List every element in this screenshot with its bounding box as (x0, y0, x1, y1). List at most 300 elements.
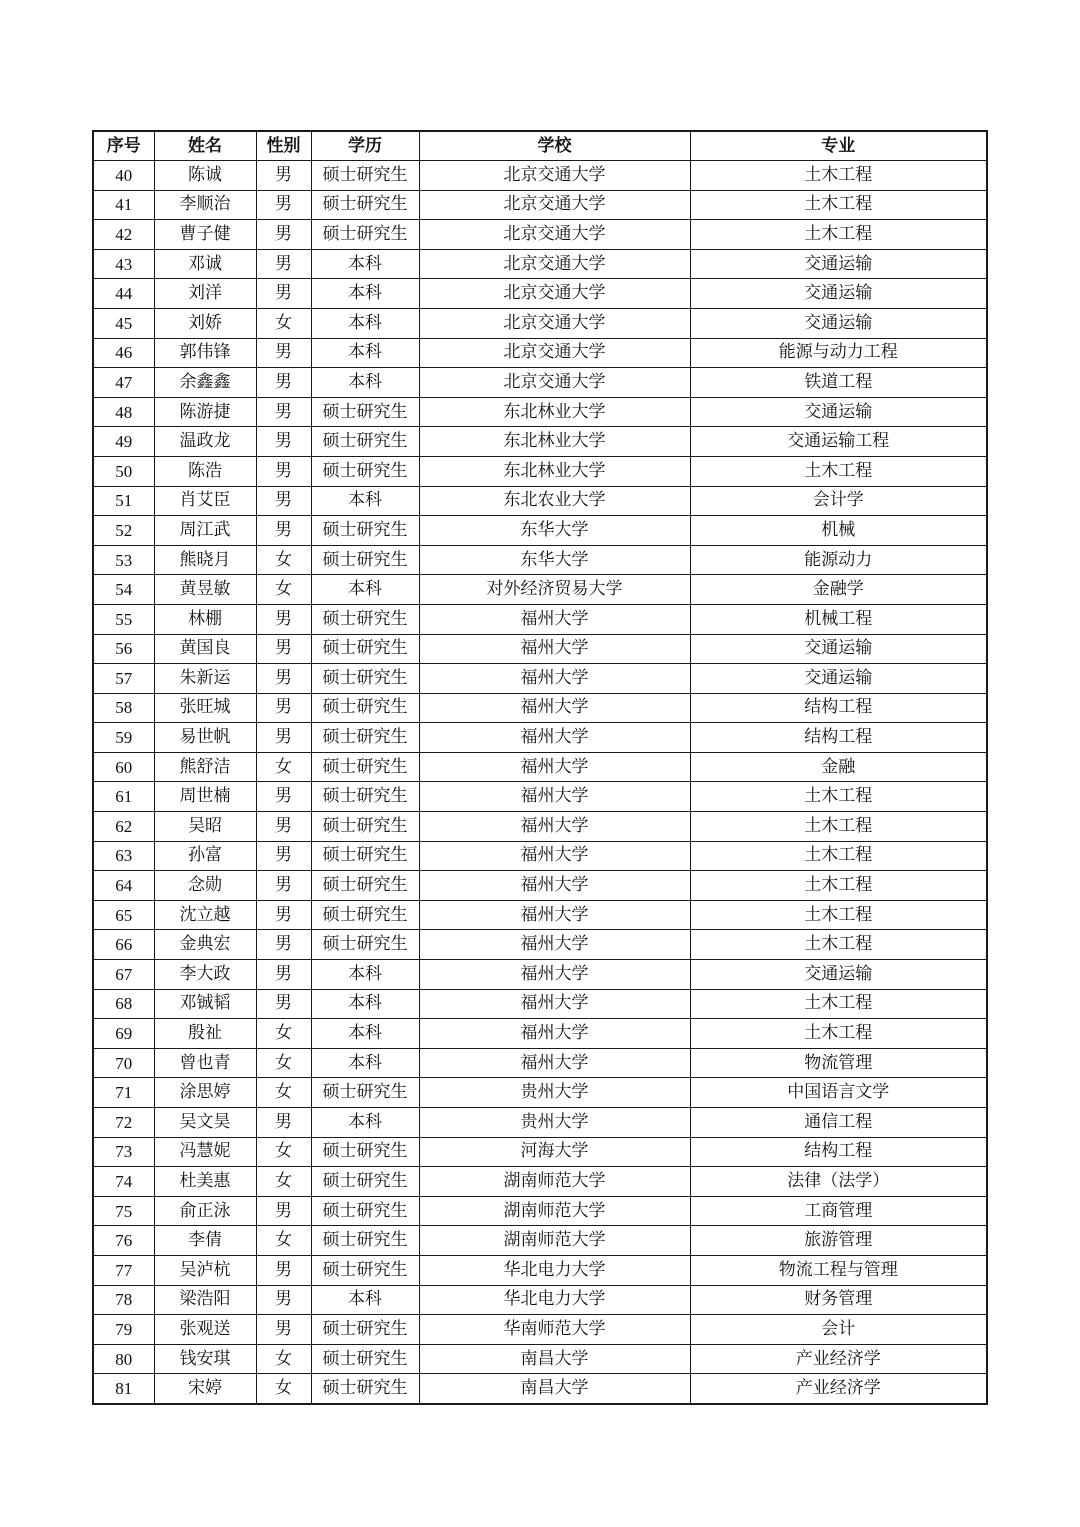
table-row (93, 161, 987, 191)
cell-no: 45 (93, 308, 154, 338)
cell-name: 金典宏 (154, 930, 256, 960)
cell-no: 72 (93, 1108, 154, 1138)
table-row (93, 308, 987, 338)
cell-school: 湖南师范大学 (419, 1226, 690, 1256)
cell-gender: 男 (256, 1108, 311, 1138)
cell-major: 土木工程 (690, 812, 987, 842)
table-row (93, 960, 987, 990)
cell-school: 湖南师范大学 (419, 1196, 690, 1226)
cell-name: 周江武 (154, 516, 256, 546)
header-name: 姓名 (154, 131, 256, 161)
cell-education: 硕士研究生 (311, 1374, 419, 1404)
cell-major: 交通运输 (690, 664, 987, 694)
cell-no: 60 (93, 752, 154, 782)
cell-education: 硕士研究生 (311, 723, 419, 753)
cell-school: 东北农业大学 (419, 486, 690, 516)
cell-name: 林棚 (154, 604, 256, 634)
cell-no: 76 (93, 1226, 154, 1256)
cell-school: 福州大学 (419, 930, 690, 960)
cell-no: 41 (93, 190, 154, 220)
cell-education: 硕士研究生 (311, 930, 419, 960)
cell-education: 本科 (311, 279, 419, 309)
cell-major: 结构工程 (690, 723, 987, 753)
table-row (93, 516, 987, 546)
table-row (93, 1167, 987, 1197)
cell-name: 邓铖韬 (154, 989, 256, 1019)
cell-major: 机械 (690, 516, 987, 546)
cell-name: 熊晓月 (154, 545, 256, 575)
cell-gender: 女 (256, 1137, 311, 1167)
cell-major: 交通运输 (690, 397, 987, 427)
cell-no: 75 (93, 1196, 154, 1226)
cell-major: 土木工程 (690, 1019, 987, 1049)
cell-gender: 男 (256, 1196, 311, 1226)
cell-major: 通信工程 (690, 1108, 987, 1138)
cell-school: 东北林业大学 (419, 397, 690, 427)
cell-education: 本科 (311, 1019, 419, 1049)
cell-gender: 男 (256, 161, 311, 191)
cell-name: 冯慧妮 (154, 1137, 256, 1167)
table-row (93, 190, 987, 220)
cell-school: 福州大学 (419, 782, 690, 812)
cell-no: 73 (93, 1137, 154, 1167)
cell-gender: 男 (256, 338, 311, 368)
cell-school: 东北林业大学 (419, 427, 690, 457)
table-row (93, 427, 987, 457)
cell-gender: 男 (256, 427, 311, 457)
cell-gender: 女 (256, 545, 311, 575)
table-row (93, 1196, 987, 1226)
cell-gender: 男 (256, 960, 311, 990)
table-row (93, 604, 987, 634)
cell-name: 温政龙 (154, 427, 256, 457)
table-row (93, 1048, 987, 1078)
cell-gender: 男 (256, 368, 311, 398)
cell-education: 硕士研究生 (311, 604, 419, 634)
cell-no: 81 (93, 1374, 154, 1404)
cell-major: 能源动力 (690, 545, 987, 575)
cell-name: 念勋 (154, 871, 256, 901)
cell-major: 交通运输 (690, 279, 987, 309)
table-row (93, 841, 987, 871)
cell-major: 交通运输 (690, 634, 987, 664)
table-row (93, 752, 987, 782)
cell-no: 40 (93, 161, 154, 191)
table-row (93, 1374, 987, 1404)
cell-no: 52 (93, 516, 154, 546)
cell-name: 俞正泳 (154, 1196, 256, 1226)
cell-name: 钱安琪 (154, 1344, 256, 1374)
table-row (93, 930, 987, 960)
cell-major: 土木工程 (690, 989, 987, 1019)
cell-name: 邓诚 (154, 249, 256, 279)
cell-school: 对外经济贸易大学 (419, 575, 690, 605)
cell-gender: 男 (256, 634, 311, 664)
cell-name: 肖艾臣 (154, 486, 256, 516)
cell-gender: 男 (256, 871, 311, 901)
cell-gender: 男 (256, 693, 311, 723)
cell-education: 本科 (311, 989, 419, 1019)
cell-school: 福州大学 (419, 634, 690, 664)
cell-no: 42 (93, 220, 154, 250)
cell-school: 贵州大学 (419, 1078, 690, 1108)
cell-school: 福州大学 (419, 693, 690, 723)
table-row (93, 693, 987, 723)
cell-no: 58 (93, 693, 154, 723)
cell-education: 硕士研究生 (311, 841, 419, 871)
table-row (93, 1078, 987, 1108)
cell-education: 本科 (311, 575, 419, 605)
cell-gender: 男 (256, 841, 311, 871)
table-row (93, 575, 987, 605)
cell-name: 李倩 (154, 1226, 256, 1256)
cell-education: 本科 (311, 1108, 419, 1138)
cell-gender: 男 (256, 1315, 311, 1345)
cell-no: 43 (93, 249, 154, 279)
cell-education: 硕士研究生 (311, 693, 419, 723)
cell-major: 物流工程与管理 (690, 1255, 987, 1285)
cell-name: 曹子健 (154, 220, 256, 250)
cell-school: 河海大学 (419, 1137, 690, 1167)
cell-major: 交通运输 (690, 308, 987, 338)
cell-name: 刘娇 (154, 308, 256, 338)
cell-education: 本科 (311, 960, 419, 990)
cell-school: 北京交通大学 (419, 279, 690, 309)
cell-name: 李大政 (154, 960, 256, 990)
cell-education: 硕士研究生 (311, 161, 419, 191)
cell-gender: 女 (256, 1048, 311, 1078)
cell-school: 福州大学 (419, 900, 690, 930)
cell-school: 北京交通大学 (419, 161, 690, 191)
cell-education: 硕士研究生 (311, 456, 419, 486)
cell-name: 郭伟锋 (154, 338, 256, 368)
cell-major: 法律（法学） (690, 1167, 987, 1197)
cell-school: 东华大学 (419, 516, 690, 546)
cell-no: 49 (93, 427, 154, 457)
cell-no: 64 (93, 871, 154, 901)
cell-major: 交通运输 (690, 249, 987, 279)
header-row (93, 131, 987, 161)
cell-name: 朱新运 (154, 664, 256, 694)
cell-education: 硕士研究生 (311, 1255, 419, 1285)
cell-no: 71 (93, 1078, 154, 1108)
cell-major: 财务管理 (690, 1285, 987, 1315)
header-school: 学校 (419, 131, 690, 161)
cell-gender: 男 (256, 782, 311, 812)
cell-no: 62 (93, 812, 154, 842)
roster-table (92, 130, 988, 1405)
cell-name: 张旺城 (154, 693, 256, 723)
cell-name: 李顺治 (154, 190, 256, 220)
cell-school: 福州大学 (419, 723, 690, 753)
cell-name: 吴昭 (154, 812, 256, 842)
table-row (93, 989, 987, 1019)
document-sheet (92, 130, 986, 1405)
cell-school: 北京交通大学 (419, 338, 690, 368)
table-row (93, 1344, 987, 1374)
cell-major: 铁道工程 (690, 368, 987, 398)
cell-name: 殷祉 (154, 1019, 256, 1049)
cell-major: 交通运输 (690, 960, 987, 990)
table-row (93, 338, 987, 368)
cell-name: 宋婷 (154, 1374, 256, 1404)
table-row (93, 279, 987, 309)
table-row (93, 1255, 987, 1285)
table-row (93, 871, 987, 901)
cell-education: 本科 (311, 486, 419, 516)
cell-major: 物流管理 (690, 1048, 987, 1078)
cell-name: 曾也青 (154, 1048, 256, 1078)
cell-school: 华南师范大学 (419, 1315, 690, 1345)
table-row (93, 368, 987, 398)
cell-no: 67 (93, 960, 154, 990)
cell-gender: 女 (256, 752, 311, 782)
cell-no: 80 (93, 1344, 154, 1374)
cell-school: 贵州大学 (419, 1108, 690, 1138)
cell-education: 硕士研究生 (311, 545, 419, 575)
cell-name: 黄昱敏 (154, 575, 256, 605)
cell-no: 55 (93, 604, 154, 634)
cell-school: 福州大学 (419, 871, 690, 901)
header-no: 序号 (93, 131, 154, 161)
table-row (93, 249, 987, 279)
cell-gender: 男 (256, 989, 311, 1019)
table-row (93, 723, 987, 753)
cell-no: 50 (93, 456, 154, 486)
cell-gender: 女 (256, 1374, 311, 1404)
cell-no: 51 (93, 486, 154, 516)
cell-education: 硕士研究生 (311, 397, 419, 427)
cell-education: 本科 (311, 368, 419, 398)
header-gender: 性别 (256, 131, 311, 161)
cell-major: 产业经济学 (690, 1374, 987, 1404)
cell-education: 硕士研究生 (311, 1226, 419, 1256)
cell-name: 陈游捷 (154, 397, 256, 427)
cell-gender: 男 (256, 516, 311, 546)
cell-school: 福州大学 (419, 960, 690, 990)
table-row (93, 782, 987, 812)
cell-no: 61 (93, 782, 154, 812)
cell-major: 结构工程 (690, 1137, 987, 1167)
cell-gender: 男 (256, 900, 311, 930)
table-row (93, 456, 987, 486)
cell-no: 57 (93, 664, 154, 694)
table-row (93, 634, 987, 664)
cell-school: 北京交通大学 (419, 368, 690, 398)
cell-name: 吴泸杭 (154, 1255, 256, 1285)
cell-gender: 男 (256, 456, 311, 486)
cell-major: 产业经济学 (690, 1344, 987, 1374)
cell-school: 福州大学 (419, 812, 690, 842)
cell-school: 北京交通大学 (419, 249, 690, 279)
cell-gender: 男 (256, 486, 311, 516)
cell-major: 工商管理 (690, 1196, 987, 1226)
cell-no: 46 (93, 338, 154, 368)
cell-major: 能源与动力工程 (690, 338, 987, 368)
cell-education: 硕士研究生 (311, 812, 419, 842)
cell-gender: 男 (256, 723, 311, 753)
cell-gender: 男 (256, 664, 311, 694)
cell-school: 北京交通大学 (419, 220, 690, 250)
cell-education: 硕士研究生 (311, 1078, 419, 1108)
cell-school: 南昌大学 (419, 1374, 690, 1404)
cell-name: 吴文昊 (154, 1108, 256, 1138)
cell-major: 土木工程 (690, 161, 987, 191)
cell-name: 黄国良 (154, 634, 256, 664)
cell-major: 金融 (690, 752, 987, 782)
cell-name: 梁浩阳 (154, 1285, 256, 1315)
cell-education: 硕士研究生 (311, 752, 419, 782)
cell-no: 54 (93, 575, 154, 605)
cell-no: 69 (93, 1019, 154, 1049)
cell-school: 北京交通大学 (419, 190, 690, 220)
table-row (93, 1108, 987, 1138)
cell-gender: 女 (256, 1078, 311, 1108)
cell-major: 土木工程 (690, 782, 987, 812)
cell-school: 福州大学 (419, 752, 690, 782)
table-row (93, 1315, 987, 1345)
cell-major: 土木工程 (690, 456, 987, 486)
cell-gender: 女 (256, 1344, 311, 1374)
cell-name: 涂思婷 (154, 1078, 256, 1108)
cell-gender: 男 (256, 190, 311, 220)
cell-no: 63 (93, 841, 154, 871)
cell-gender: 女 (256, 1019, 311, 1049)
cell-name: 陈诚 (154, 161, 256, 191)
cell-education: 硕士研究生 (311, 871, 419, 901)
cell-education: 本科 (311, 249, 419, 279)
table-row (93, 397, 987, 427)
cell-school: 福州大学 (419, 989, 690, 1019)
cell-no: 53 (93, 545, 154, 575)
cell-no: 66 (93, 930, 154, 960)
cell-school: 福州大学 (419, 1019, 690, 1049)
cell-school: 东华大学 (419, 545, 690, 575)
cell-major: 交通运输工程 (690, 427, 987, 457)
cell-gender: 女 (256, 575, 311, 605)
cell-name: 刘洋 (154, 279, 256, 309)
cell-school: 南昌大学 (419, 1344, 690, 1374)
header-education: 学历 (311, 131, 419, 161)
cell-gender: 女 (256, 1167, 311, 1197)
cell-gender: 男 (256, 1255, 311, 1285)
cell-major: 机械工程 (690, 604, 987, 634)
cell-education: 硕士研究生 (311, 634, 419, 664)
cell-education: 硕士研究生 (311, 1315, 419, 1345)
cell-gender: 男 (256, 1285, 311, 1315)
cell-no: 68 (93, 989, 154, 1019)
cell-major: 旅游管理 (690, 1226, 987, 1256)
cell-no: 59 (93, 723, 154, 753)
cell-education: 硕士研究生 (311, 1137, 419, 1167)
cell-major: 土木工程 (690, 900, 987, 930)
cell-name: 熊舒洁 (154, 752, 256, 782)
cell-education: 硕士研究生 (311, 664, 419, 694)
cell-gender: 女 (256, 1226, 311, 1256)
cell-education: 硕士研究生 (311, 900, 419, 930)
table-row (93, 220, 987, 250)
cell-education: 硕士研究生 (311, 1344, 419, 1374)
cell-major: 结构工程 (690, 693, 987, 723)
cell-school: 华北电力大学 (419, 1255, 690, 1285)
cell-major: 土木工程 (690, 190, 987, 220)
cell-school: 华北电力大学 (419, 1285, 690, 1315)
cell-education: 本科 (311, 1285, 419, 1315)
table-row (93, 900, 987, 930)
cell-education: 硕士研究生 (311, 220, 419, 250)
cell-education: 本科 (311, 338, 419, 368)
cell-school: 北京交通大学 (419, 308, 690, 338)
cell-no: 78 (93, 1285, 154, 1315)
cell-major: 土木工程 (690, 220, 987, 250)
cell-no: 56 (93, 634, 154, 664)
cell-school: 湖南师范大学 (419, 1167, 690, 1197)
cell-no: 65 (93, 900, 154, 930)
table-row (93, 1137, 987, 1167)
cell-gender: 女 (256, 308, 311, 338)
cell-gender: 男 (256, 397, 311, 427)
cell-school: 福州大学 (419, 664, 690, 694)
cell-school: 福州大学 (419, 841, 690, 871)
table-row (93, 664, 987, 694)
cell-school: 福州大学 (419, 1048, 690, 1078)
cell-name: 陈浩 (154, 456, 256, 486)
cell-education: 本科 (311, 1048, 419, 1078)
cell-name: 孙富 (154, 841, 256, 871)
cell-major: 中国语言文学 (690, 1078, 987, 1108)
roster-body (93, 161, 987, 1404)
cell-no: 44 (93, 279, 154, 309)
cell-education: 硕士研究生 (311, 782, 419, 812)
cell-name: 余鑫鑫 (154, 368, 256, 398)
cell-gender: 男 (256, 220, 311, 250)
table-row (93, 1285, 987, 1315)
cell-school: 东北林业大学 (419, 456, 690, 486)
cell-name: 沈立越 (154, 900, 256, 930)
cell-gender: 男 (256, 812, 311, 842)
cell-name: 易世帆 (154, 723, 256, 753)
cell-gender: 男 (256, 930, 311, 960)
cell-no: 74 (93, 1167, 154, 1197)
table-row (93, 545, 987, 575)
cell-education: 硕士研究生 (311, 427, 419, 457)
cell-major: 土木工程 (690, 871, 987, 901)
cell-education: 硕士研究生 (311, 190, 419, 220)
cell-education: 硕士研究生 (311, 1196, 419, 1226)
cell-name: 张观送 (154, 1315, 256, 1345)
table-row (93, 486, 987, 516)
cell-no: 47 (93, 368, 154, 398)
cell-gender: 男 (256, 279, 311, 309)
cell-gender: 男 (256, 604, 311, 634)
cell-education: 硕士研究生 (311, 1167, 419, 1197)
cell-name: 杜美惠 (154, 1167, 256, 1197)
cell-major: 土木工程 (690, 930, 987, 960)
cell-education: 硕士研究生 (311, 516, 419, 546)
cell-gender: 男 (256, 249, 311, 279)
cell-no: 79 (93, 1315, 154, 1345)
header-major: 专业 (690, 131, 987, 161)
cell-major: 会计 (690, 1315, 987, 1345)
table-row (93, 812, 987, 842)
cell-no: 70 (93, 1048, 154, 1078)
cell-name: 周世楠 (154, 782, 256, 812)
cell-major: 土木工程 (690, 841, 987, 871)
cell-major: 金融学 (690, 575, 987, 605)
cell-no: 48 (93, 397, 154, 427)
cell-no: 77 (93, 1255, 154, 1285)
cell-education: 本科 (311, 308, 419, 338)
